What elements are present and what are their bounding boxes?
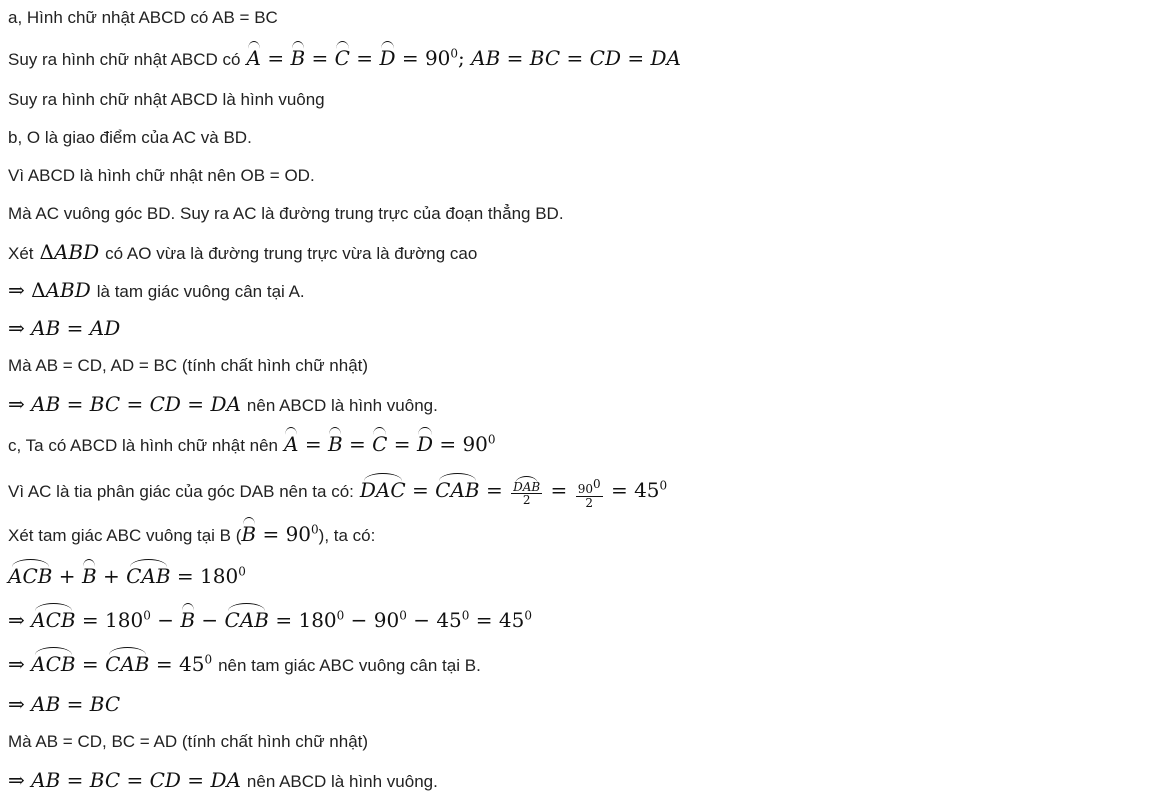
text-c-consider-pre: Xét tam giác ABC vuông tại B ( <box>8 526 242 545</box>
line-c-property <box>8 732 368 752</box>
line-b-perpendicular <box>8 204 564 224</box>
line-b-conclusion <box>8 392 438 416</box>
text-consider: Xét <box>8 244 34 263</box>
line-c-consider-abc <box>8 522 375 546</box>
math-angles-sides: $A = B = C = D = 90^0$; AB = BC = CD = DA <box>246 46 681 70</box>
line-b-ob-od <box>8 166 315 186</box>
math-ab-eq-ad: ⇒ AB = AD <box>8 316 121 340</box>
line-c-intro <box>8 432 496 456</box>
text-c-intro: c, Ta có ABCD là hình chữ nhật nên <box>8 436 279 455</box>
math-c-all-sides-eq: ⇒ AB = BC = CD = DA <box>8 768 241 792</box>
line-b-intro <box>8 128 252 148</box>
line-c-angle-sum <box>8 564 246 588</box>
text-a-conclusion: Suy ra hình chữ nhật ABCD là hình vuông <box>8 90 325 109</box>
math-ab-eq-bc: ⇒ AB = BC <box>8 692 121 716</box>
math-angle-sum: ACB + B + CAB = $180^0$ <box>8 564 246 588</box>
line-b-consider <box>8 240 477 264</box>
math-bisector: DAC = CAB = $\frac{\text{DAB}}{2}$ = $\frac{90^0}{2}$ = $45^0$ <box>359 477 668 510</box>
line-b-ab-ad <box>8 316 120 340</box>
line-a-angles <box>8 46 681 70</box>
text-b-conclusion: nên ABCD là hình vuông. <box>246 396 438 415</box>
text-c-consider-post: ), ta có: <box>318 526 376 545</box>
text-c-isosceles: nên tam giác ABC vuông cân tại B. <box>218 656 481 675</box>
text-isosceles: là tam giác vuông cân tại A. <box>96 282 305 301</box>
line-c-acb-calc <box>8 608 532 632</box>
text-c-property: Mà AB = CD, BC = AD (tính chất hình chữ nhật) <box>8 732 369 751</box>
math-acb-calc: ⇒ ACB = $180^0 - B$ − CAB = $180^0 - 90^0 - 45^0 = 45^0$ <box>8 608 532 632</box>
text-b-intro: b, O là giao điểm của AC và BD. <box>8 128 252 147</box>
text-b-ob-od: Vì ABCD là hình chữ nhật nên OB = OD. <box>8 166 315 185</box>
text-a-intro: a, Hình chữ nhật ABCD có AB = BC <box>8 8 278 27</box>
line-c-bisector <box>8 476 668 510</box>
math-triangle-abd: ΔABD <box>39 240 100 264</box>
line-c-isosceles <box>8 652 481 676</box>
line-a-intro <box>8 8 278 28</box>
text-b-perpendicular: Mà AC vuông góc BD. Suy ra AC là đường trung trực của đoạn thẳng BD. <box>8 204 564 223</box>
text-b-property: Mà AB = CD, AD = BC (tính chất hình chữ nhật) <box>8 356 369 375</box>
math-c-angles: $A = B = C = D = 90^0$ <box>284 432 496 456</box>
line-b-isosceles <box>8 278 305 302</box>
math-acb-eq-cab: ⇒ ACB = CAB = $45^0$ <box>8 652 213 676</box>
math-b-90: $B = 90^0$ <box>241 522 319 546</box>
line-c-ab-bc <box>8 692 120 716</box>
text-consider-post: có AO vừa là đường trung trực vừa là đường cao <box>105 244 478 263</box>
text-c-bisector: Vì AC là tia phân giác của góc DAB nên ta có: <box>8 482 354 502</box>
math-all-sides-eq: ⇒ AB = BC = CD = DA <box>8 392 241 416</box>
text-a-angles: Suy ra hình chữ nhật ABCD có <box>8 50 241 69</box>
text-c-conclusion: nên ABCD là hình vuông. <box>246 772 438 791</box>
line-b-property <box>8 356 368 376</box>
line-c-conclusion <box>8 768 438 792</box>
math-implies-abd: ⇒ ΔABD <box>8 278 91 302</box>
line-a-conclusion <box>8 90 325 110</box>
